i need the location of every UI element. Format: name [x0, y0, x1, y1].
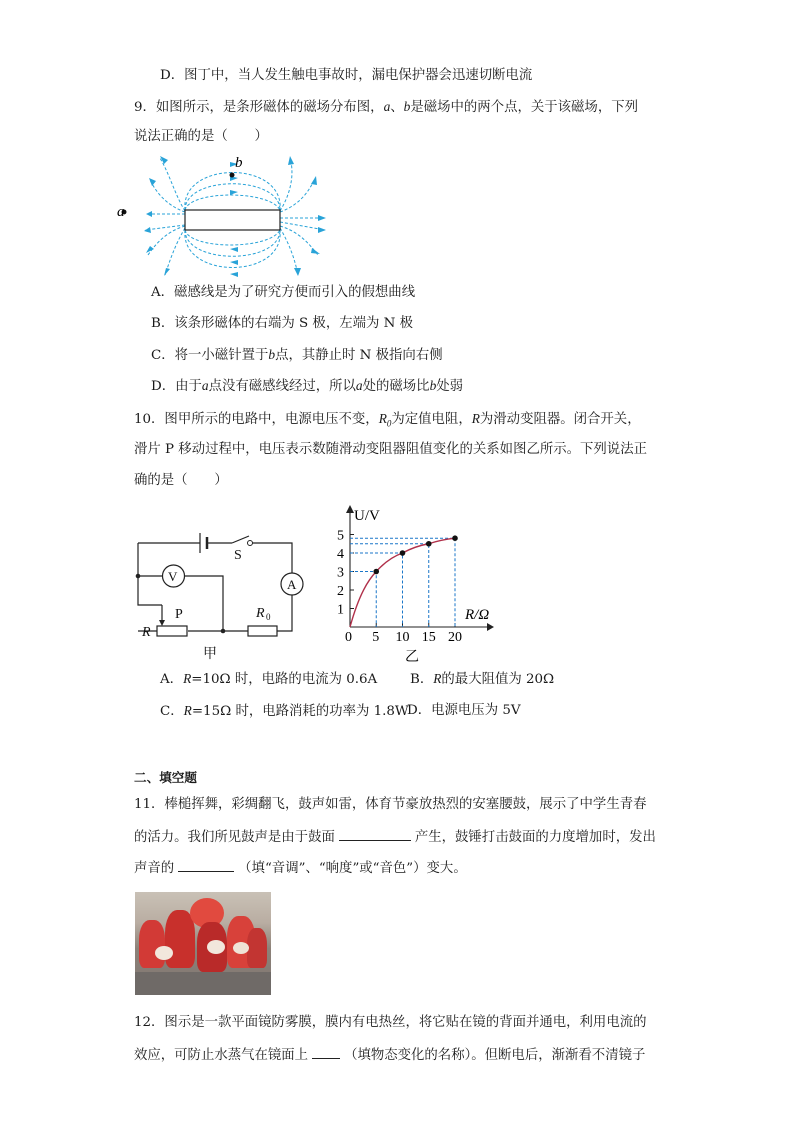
wire [250, 543, 292, 573]
x-tick-label: 15 [421, 630, 436, 645]
q9-var-a: a [383, 99, 391, 114]
wire [138, 543, 162, 605]
var: R [378, 411, 387, 426]
y-tick-label: 4 [337, 547, 344, 562]
text: A． [160, 672, 184, 687]
q11-line3 [134, 857, 467, 879]
text: 的最大阻值为 20Ω [441, 672, 555, 687]
text: （填物态变化的名称）。但断电后，渐渐看不清镜子 [344, 1048, 646, 1063]
field-line [185, 230, 280, 256]
arrowhead [164, 268, 170, 276]
var: b [429, 378, 437, 393]
slider-label: P [175, 607, 183, 622]
wire [184, 576, 223, 631]
text: C．将一小磁针置于 [151, 348, 269, 363]
switch-blade [232, 536, 249, 543]
arrowhead [230, 247, 238, 252]
origin-label: 0 [345, 630, 352, 645]
ansai-drum-dance-photo [135, 892, 271, 995]
text: D．由于 [151, 379, 202, 394]
arrowhead [146, 246, 154, 253]
q9-stem-line1 [134, 97, 638, 118]
y-tick-label: 1 [337, 602, 344, 618]
text: 效应，可防止水蒸气在镜面上 [134, 1048, 309, 1063]
var: a [355, 378, 363, 393]
label-a: a [117, 204, 125, 220]
arrowhead [288, 156, 294, 165]
q9-var-b: b [403, 99, 411, 114]
section-title: 二、填空题 [134, 770, 197, 785]
text: 产生，鼓锤打击鼓面的力度增加时，发出 [414, 830, 656, 845]
var: R [433, 671, 442, 686]
x-tick-label: 20 [448, 630, 462, 645]
q10-option-a [160, 669, 377, 690]
circuit-diagram [135, 525, 305, 665]
q10-stem-line1 [134, 409, 641, 434]
var: a [201, 378, 209, 393]
text: 为滑动变阻器。闭合开关， [479, 412, 641, 427]
field-line [148, 226, 185, 255]
text: 声音的 [134, 861, 175, 876]
junction [221, 629, 226, 634]
q9-option-d [151, 376, 463, 397]
x-axis-arrow [487, 623, 494, 631]
field-line [160, 158, 185, 211]
var: R [183, 703, 192, 718]
arrowhead [149, 178, 156, 186]
text: C． [160, 704, 184, 719]
field-line [185, 195, 280, 210]
y-tick-label: 5 [337, 528, 344, 544]
guide-line [350, 544, 429, 627]
label-b: b [235, 155, 243, 171]
text: 处的磁场比 [362, 379, 430, 394]
q9-stem-line2: 说法正确的是（ ） [134, 129, 268, 144]
answer-blank[interactable] [178, 857, 234, 872]
field-line [280, 158, 292, 211]
data-point [426, 541, 432, 547]
text: 为定值电阻， [391, 412, 472, 427]
resistor-r0 [248, 626, 277, 636]
x-tick-label: 10 [395, 630, 410, 645]
data-point [373, 569, 379, 575]
graph-caption: 乙 [405, 649, 419, 665]
rheostat-label: R [142, 625, 151, 640]
text: 点没有磁感线经过，所以 [208, 379, 356, 394]
x-tick-label: 5 [372, 630, 380, 645]
field-line [185, 230, 280, 245]
point-b [230, 173, 235, 178]
y-tick-label: 2 [337, 584, 344, 599]
text: （填“音调”、“响度”或“音色”）变大。 [238, 861, 467, 876]
magnet-field-figure [117, 150, 330, 275]
answer-blank[interactable] [339, 826, 411, 841]
bar-magnet [185, 210, 280, 230]
arrowhead [146, 211, 152, 217]
q10-option-b [410, 669, 554, 690]
field-line [165, 228, 185, 275]
arrowhead [318, 215, 326, 221]
var: R [183, 671, 192, 686]
q11-line1: 11．棒槌挥舞，彩绸翻飞，鼓声如雷，体育节豪放热烈的安塞腰鼓，展示了中学生青春 [134, 797, 647, 812]
text: =15Ω 时，电路消耗的功率为 1.8W [191, 704, 409, 719]
q8-option-d: D．图丁中，当人发生触电事故时，漏电保护器会迅速切断电流 [160, 68, 533, 83]
ammeter-label: A [287, 577, 297, 592]
sub: 0 [386, 418, 392, 429]
y-axis-arrow [346, 505, 354, 513]
x-axis-label: R/Ω [465, 607, 490, 623]
q12-line2 [134, 1044, 645, 1066]
arrowhead [318, 227, 326, 233]
q10-option-d: D．电源电压为 5V [407, 703, 521, 718]
arrowhead [230, 190, 238, 195]
field-line [150, 180, 185, 212]
voltmeter-label: V [168, 569, 178, 584]
y-axis-label: U/V [354, 508, 380, 524]
q9-stem-text2: 是磁场中的两个点，关于该磁场，下列 [410, 100, 638, 115]
text: 的活力。我们所见鼓声是由于鼓面 [134, 830, 335, 845]
text: =10Ω 时，电路的电流为 0.6A [191, 672, 378, 687]
var: b [268, 347, 276, 362]
q9-option-c [151, 345, 443, 366]
field-line [145, 225, 185, 230]
slider-arrow [159, 620, 165, 626]
wire [277, 595, 292, 631]
arrowhead [230, 260, 238, 265]
q9-sep: 、 [390, 100, 404, 115]
rheostat [157, 626, 187, 636]
r0-sub: 0 [266, 612, 271, 622]
q10-stem-line3: 确的是（ ） [134, 473, 228, 488]
text: 点，其静止时 N 极指向右侧 [275, 348, 443, 363]
var: R [471, 411, 480, 426]
y-tick-label: 3 [337, 565, 344, 581]
guide-line [350, 572, 376, 628]
q9-option-a: A．磁感线是为了研究方便而引入的假想曲线 [151, 285, 416, 300]
data-point [400, 550, 406, 556]
switch-label: S [234, 548, 242, 563]
arrowhead [311, 248, 320, 254]
q11-line2 [134, 826, 656, 848]
r0-label: R [256, 606, 265, 621]
text: B． [410, 672, 434, 687]
u-r-graph [330, 500, 505, 665]
q10-stem-line2: 滑片 P 移动过程中，电压表示数随滑动变阻器阻值变化的关系如图乙所示。下列说法正 [134, 442, 647, 457]
field-line [185, 184, 280, 210]
q10-option-c [160, 701, 409, 722]
arrowhead [311, 176, 317, 185]
arrowhead [294, 268, 301, 276]
field-line [280, 178, 315, 212]
arrowhead [230, 272, 238, 277]
text: 10．图甲所示的电路中，电源电压不变， [134, 412, 379, 427]
q9-option-b: B．该条形磁体的右端为 S 极，左端为 N 极 [151, 316, 414, 331]
junction [136, 574, 141, 579]
switch-contact [248, 541, 253, 546]
data-point [452, 535, 458, 541]
q9-stem-text: 9．如图所示，是条形磁体的磁场分布图， [134, 100, 384, 115]
circuit-caption: 甲 [203, 646, 217, 662]
q12-line1: 12．图示是一款平面镜防雾膜，膜内有电热丝，将它贴在镜的背面并通电，利用电流的 [134, 1015, 647, 1030]
field-line [280, 228, 298, 275]
text: 处弱 [436, 379, 464, 394]
answer-blank[interactable] [312, 1044, 340, 1059]
